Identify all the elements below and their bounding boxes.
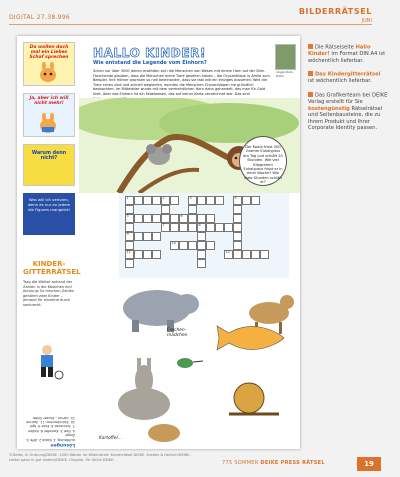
info-text: im Format DIN A4 ist wöchentlich lieferbar. bbox=[308, 51, 386, 64]
gitter-instructions: Trag die Wörter anhand der Zahlen in die Kästchen ein! Achtung: Es mischen Zahlen gehören zwei Kinder – jemand für einzelnd durch senkrecht. bbox=[23, 280, 75, 307]
header-divider bbox=[9, 24, 372, 25]
crossword-cell[interactable] bbox=[206, 196, 215, 205]
page-number: 19 bbox=[357, 457, 381, 471]
solution-line: Auflösung: 1. Koala 2. Affe 3. Ziege bbox=[25, 433, 75, 442]
crossword-cell[interactable] bbox=[125, 241, 134, 250]
crossword-cell[interactable] bbox=[233, 241, 242, 250]
crossword-cell[interactable]: 8 bbox=[197, 223, 206, 232]
crossword-cell[interactable]: 4 bbox=[233, 196, 242, 205]
header-title: BILDERRÄTSEL bbox=[298, 7, 372, 16]
crossword-cell[interactable] bbox=[134, 196, 143, 205]
crossword-cell[interactable] bbox=[152, 232, 161, 241]
article-subhead: Wie entstand die Legende vom Einhorn? bbox=[93, 60, 207, 66]
picture-label: Kartoffel… bbox=[99, 436, 123, 441]
info-paragraph-1 bbox=[308, 44, 388, 64]
crossword-cell[interactable]: 1 bbox=[125, 196, 134, 205]
solution-title: Lösungen bbox=[50, 442, 75, 447]
koala-speech-bubble: Der Koala frisst 500 Gramm Eukalyptus am Tag und schläft 20 Stunden. Wie viel Kilogramm Eukalyptus frisst er in einer Woche? Wie viele Stunden schläft er? bbox=[239, 136, 287, 186]
bullet-square-icon bbox=[308, 71, 313, 76]
rabbit-illustration bbox=[36, 113, 60, 133]
crossword-cell[interactable] bbox=[179, 241, 188, 250]
bullet-square-icon bbox=[308, 92, 313, 97]
unicorn-photo bbox=[275, 44, 296, 70]
crossword-cell[interactable]: 7 bbox=[161, 223, 170, 232]
crossword-cell[interactable]: 10 bbox=[170, 241, 179, 250]
crossword-cell[interactable] bbox=[134, 232, 143, 241]
crossword-cell[interactable]: 9 bbox=[125, 232, 134, 241]
crossword-cell[interactable] bbox=[134, 250, 143, 259]
crossword-cell[interactable] bbox=[233, 223, 242, 232]
solution-line: 7. Schnecke 8. Ente 9. Igel bbox=[29, 424, 75, 429]
crossword-cell[interactable] bbox=[215, 196, 224, 205]
crossword-cell[interactable] bbox=[152, 196, 161, 205]
crossword-cell[interactable] bbox=[143, 196, 152, 205]
crossword-cell[interactable] bbox=[206, 214, 215, 223]
comic-card-text: Warum denn nicht? bbox=[31, 151, 67, 161]
info-text: Die Rätselseite bbox=[315, 44, 354, 51]
info-highlight: Hallo Kinder! bbox=[308, 44, 371, 58]
crossword-cell[interactable] bbox=[188, 205, 197, 214]
rabbit-illustration bbox=[36, 62, 60, 82]
crossword-cell[interactable] bbox=[143, 232, 152, 241]
article-body: Schon vor über 3000 Jahren erzählten sich die Menschen von Wesen mit einem Horn auf der Stirn. Forschende glauben, dass die Menschen echte Tiere gesehen haben – die Oryxantilope in Afrika zum Beispiel. Ihre Hörner wachsen so nah beieinander, dass sie fast wie ein einziges aussehen. Weil die Tiere scheu sind und schnell weglaufen, konnten die Menschen Oryxantilopen nie gründlich beobachten. Im Mittelalter wurde mit dem vermeintlichen Horn dann gehandelt, das man für Gold hielt. Aber das Einhorn ist ein Fabelwesen, das auf keiner Karte verzeichnet war. Das sind bbox=[93, 69, 270, 96]
crossword-cell[interactable] bbox=[161, 214, 170, 223]
header-subtitle: JUNI bbox=[361, 18, 372, 24]
solution-line: 10. Eichhörnchen 11. Spinne bbox=[26, 419, 75, 424]
crossword-cell[interactable] bbox=[233, 214, 242, 223]
crossword-cell[interactable] bbox=[125, 259, 134, 268]
crossword-grid bbox=[125, 196, 285, 272]
crossword-cell[interactable] bbox=[143, 214, 152, 223]
info-paragraph-3 bbox=[308, 92, 388, 132]
photo-caption: Abgebildete Bilder bbox=[276, 70, 293, 78]
comic-card-2 bbox=[23, 93, 75, 137]
comic-card-3 bbox=[23, 144, 75, 186]
picture-label: Frechen- mädchen bbox=[167, 328, 188, 338]
crossword-cell[interactable] bbox=[125, 205, 134, 214]
crossword-cell[interactable] bbox=[170, 223, 179, 232]
comic-card-4 bbox=[23, 193, 75, 235]
crossword-cell[interactable] bbox=[197, 241, 206, 250]
crossword-cell[interactable] bbox=[251, 250, 260, 259]
crossword-cell[interactable]: 2 bbox=[161, 196, 170, 205]
crossword-cell[interactable] bbox=[179, 223, 188, 232]
crossword-cell[interactable]: 3 bbox=[188, 196, 197, 205]
info-highlight: kostengünstig bbox=[308, 105, 350, 112]
info-text: ist wöchentlich lieferbar. bbox=[308, 78, 372, 85]
crossword-cell[interactable] bbox=[170, 196, 179, 205]
crossword-cell[interactable] bbox=[188, 223, 197, 232]
crossword-cell[interactable] bbox=[188, 214, 197, 223]
info-highlight: Das Kindergitterrätsel bbox=[315, 71, 381, 78]
comic-card-text: Ja, aber ich will nicht mehr! bbox=[29, 96, 69, 106]
info-text: Das Grafikerteam bei DEIKE Verlag erstellt für Sie bbox=[308, 92, 388, 106]
crossword-cell[interactable]: 11 bbox=[125, 250, 134, 259]
crossword-cell[interactable]: 5 bbox=[125, 214, 134, 223]
crossword-cell[interactable] bbox=[125, 223, 134, 232]
crossword-cell[interactable] bbox=[143, 250, 152, 259]
crossword-cell[interactable] bbox=[242, 196, 251, 205]
gitter-title: KINDER- GITTERRÄTSEL bbox=[23, 260, 81, 276]
info-paragraph-2 bbox=[308, 71, 388, 85]
crossword-cell[interactable] bbox=[224, 223, 233, 232]
comic-card-1 bbox=[23, 42, 75, 86]
crossword-cell[interactable] bbox=[161, 205, 170, 214]
crossword-cell[interactable] bbox=[233, 205, 242, 214]
crossword-cell[interactable] bbox=[260, 250, 269, 259]
crossword-cell[interactable] bbox=[170, 214, 179, 223]
crossword-cell[interactable] bbox=[233, 232, 242, 241]
crossword-cell[interactable] bbox=[152, 250, 161, 259]
crossword-cell[interactable] bbox=[197, 214, 206, 223]
crossword-cell[interactable] bbox=[197, 196, 206, 205]
footer-brand-line bbox=[222, 460, 325, 466]
crossword-cell[interactable] bbox=[215, 223, 224, 232]
crossword-cell[interactable] bbox=[152, 214, 161, 223]
crossword-cell[interactable] bbox=[134, 214, 143, 223]
crossword-cell[interactable] bbox=[206, 223, 215, 232]
puzzle-sheet bbox=[17, 36, 300, 449]
info-text: Rätselrätsel und Seitenbausteine, die zu Ihrem Produkt und Ihrer Corporate Identity passen. bbox=[308, 105, 383, 132]
crossword-cell[interactable] bbox=[197, 250, 206, 259]
crossword-cell[interactable] bbox=[251, 196, 260, 205]
solution-line: 12. Lamm – Kinder Gitter bbox=[32, 415, 75, 420]
crossword-cell[interactable]: 6 bbox=[179, 214, 188, 223]
footer-credits: ©Deike, In Ordnung/DEIKE. 1000 Wörter im Widerstreit: Kinderrätsel DEIKE. Kreativ & tierisch/DEIKE. Leider ganz in gut anders/DEIKE. Original, für Stück DEIKE. bbox=[9, 453, 191, 462]
crossword-cell[interactable]: 12 bbox=[224, 250, 233, 259]
header-issue: DIGITAL 27.38.996 bbox=[9, 14, 70, 21]
solution-box bbox=[23, 376, 75, 446]
info-column bbox=[308, 44, 388, 139]
crossword-cell[interactable] bbox=[188, 241, 197, 250]
solution-line: 4. Esel 5. Kartoffel 6. Kolibri bbox=[28, 428, 75, 433]
comic-card-text: Da wollen doch mal ein Liebes Schaf sprechen bbox=[29, 45, 69, 60]
crossword-cell[interactable] bbox=[242, 250, 251, 259]
crossword-cell[interactable] bbox=[197, 232, 206, 241]
crossword-cell[interactable] bbox=[197, 259, 206, 268]
comic-card-text: Was will ich verloren, wenn es nur an jedem die Figuren mangelnt! bbox=[27, 197, 71, 212]
bullet-square-icon bbox=[308, 44, 313, 49]
article-headline: HALLO KINDER! bbox=[93, 46, 207, 60]
footer-brand: DEIKE PRESS RÄTSEL bbox=[260, 460, 325, 466]
header-block bbox=[299, 7, 372, 24]
crossword-cell[interactable] bbox=[233, 250, 242, 259]
footer-issue: 775 SOMMER bbox=[222, 460, 261, 466]
comic-strip bbox=[23, 42, 75, 242]
crossword-cell[interactable] bbox=[206, 241, 215, 250]
